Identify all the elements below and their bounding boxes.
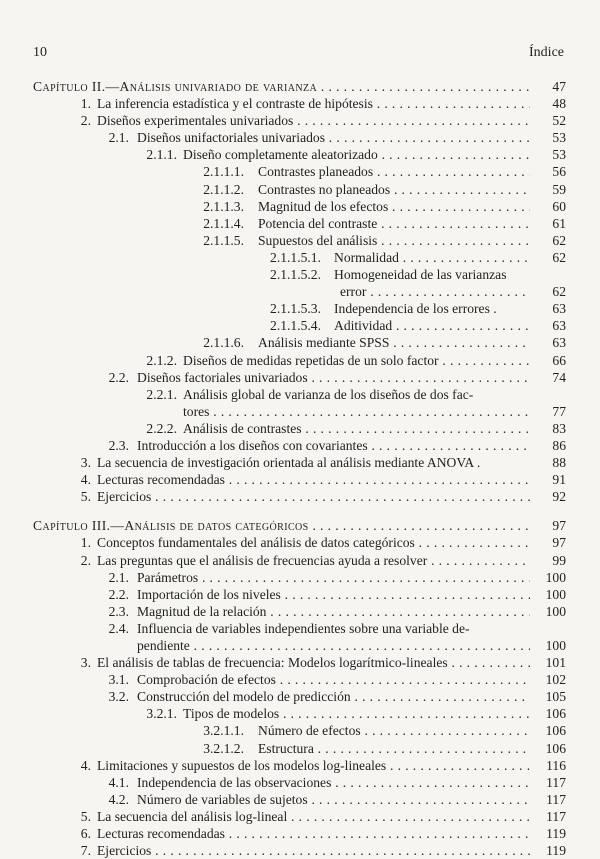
toc-entry-number: 2. — [80, 552, 91, 568]
toc-entry[interactable] — [33, 740, 566, 757]
toc-entry-page: 99 — [552, 552, 566, 568]
toc-entry-title: Limitaciones y supuestos de los modelos log-lineales . . . — [97, 757, 530, 774]
toc-entry-page: 77 — [552, 403, 566, 419]
toc-entry-page: 117 — [546, 774, 566, 790]
toc-entry[interactable] — [33, 129, 566, 146]
toc-entry[interactable] — [33, 825, 566, 842]
toc-entry-title: Ejercicios . . . — [97, 488, 530, 505]
toc-entry-page: 100 — [545, 569, 566, 585]
toc-entry-number: 3. — [80, 655, 91, 671]
toc-entry[interactable] — [33, 586, 566, 603]
toc-entry[interactable] — [33, 198, 566, 215]
toc-entry-number: 3.2.1. — [146, 706, 177, 722]
toc-entry-page: 117 — [546, 808, 566, 824]
toc-entry-number: 2. — [80, 113, 91, 129]
toc-entry[interactable] — [33, 688, 566, 705]
toc-entry[interactable] — [33, 808, 566, 825]
toc-entry[interactable] — [33, 534, 566, 551]
toc-entry-number: 4. — [80, 757, 91, 773]
toc-entry-page: 62 — [552, 284, 566, 300]
toc-entry-page: 53 — [552, 130, 566, 146]
table-of-contents — [33, 78, 566, 859]
toc-entry-page: 100 — [545, 603, 566, 619]
toc-entry-title: Las preguntas que el análisis de frecuencias ayuda a resolver . . . — [97, 552, 530, 569]
toc-entry[interactable] — [33, 249, 566, 266]
toc-entry-title: Análisis mediante SPSS . . . — [258, 334, 530, 351]
page-number: 10 — [33, 45, 47, 60]
toc-entry[interactable] — [33, 215, 566, 232]
toc-entry-title: Parámetros . . . — [137, 569, 530, 586]
toc-entry-number: 2.1.2. — [146, 352, 177, 368]
toc-entry-number: 2.3. — [108, 437, 129, 453]
toc-entry-page: 106 — [545, 706, 566, 722]
toc-entry-number: 4.1. — [108, 774, 129, 790]
toc-entry[interactable] — [33, 266, 566, 283]
toc-entry-page: 48 — [552, 96, 566, 112]
toc-entry-title: Introducción a los diseños con covariantes . . . — [137, 437, 530, 454]
toc-entry-number: 3. — [80, 455, 91, 471]
toc-entry-page: 106 — [545, 723, 566, 739]
toc-entry-title: Conceptos fundamentales del análisis de datos categóricos . . . — [97, 534, 530, 551]
toc-entry-title: Contrastes no planeados . . . — [258, 181, 530, 198]
toc-entry-page: 60 — [552, 198, 566, 214]
toc-entry-page: 53 — [552, 147, 566, 163]
toc-entry-page: 117 — [546, 791, 566, 807]
toc-entry-number: 2.1. — [108, 130, 129, 146]
toc-entry[interactable] — [33, 334, 566, 351]
toc-entry-number: 2.1.1.5.2. — [270, 267, 321, 283]
toc-entry[interactable] — [33, 722, 566, 739]
toc-entry[interactable] — [33, 437, 566, 454]
toc-entry-page: 86 — [552, 437, 566, 453]
toc-entry-title: Magnitud de los efectos . . . — [258, 198, 530, 215]
toc-entry-title: Análisis global de varianza de los diseños de dos fac- — [183, 386, 474, 402]
toc-entry[interactable] — [33, 842, 566, 859]
toc-entry-number: 2.1.1.6. — [203, 335, 244, 351]
toc-entry[interactable] — [33, 386, 566, 403]
toc-entry-title: La secuencia del análisis log-lineal . . . — [97, 808, 530, 825]
toc-entry[interactable] — [33, 671, 566, 688]
toc-entry-title: Capítulo II.—Análisis univariado de varianza . . . — [33, 78, 530, 95]
toc-entry-page: 100 — [545, 586, 566, 602]
toc-entry[interactable] — [33, 620, 566, 637]
toc-entry-title: Tipos de modelos . . . — [183, 705, 530, 722]
toc-entry-page: 105 — [545, 689, 566, 705]
toc-entry-title: Capítulo III.—Análisis de datos categóricos . . . — [33, 517, 530, 534]
toc-entry-page: 91 — [552, 472, 566, 488]
toc-entry-number: 2.1.1.1. — [203, 164, 244, 180]
toc-entry-page: 63 — [552, 318, 566, 334]
toc-entry-number: 2.4. — [108, 620, 129, 636]
toc-entry-number: 5. — [80, 489, 91, 505]
toc-entry[interactable] — [33, 163, 566, 180]
toc-entry-page: 102 — [545, 672, 566, 688]
toc-entry-title: La inferencia estadística y el contraste de hipótesis . . . — [97, 95, 530, 112]
toc-entry-number: 2.1.1.5.1. — [270, 249, 321, 265]
toc-entry-title: Aditividad . . . — [334, 317, 530, 334]
toc-entry-title: Potencia del contraste . . . — [258, 215, 530, 232]
toc-entry-title: Lecturas recomendadas . . . — [97, 471, 530, 488]
toc-entry-page: 116 — [546, 757, 566, 773]
toc-entry[interactable] — [33, 488, 566, 505]
running-header — [33, 45, 564, 65]
toc-entry-page: 88 — [552, 455, 566, 471]
toc-entry-number: 3.2.1.1. — [203, 723, 244, 739]
toc-entry-number: 2.1.1.5.3. — [270, 301, 321, 317]
toc-entry-number: 2.1.1.4. — [203, 215, 244, 231]
toc-entry-number: 3.1. — [108, 672, 129, 688]
toc-entry[interactable] — [33, 112, 566, 129]
toc-entry-title: La secuencia de investigación orientada al análisis mediante ANOVA . — [97, 455, 481, 471]
toc-entry-number: 6. — [80, 826, 91, 842]
toc-entry-title: El análisis de tablas de frecuencia: Modelos logarítmico-lineales . . . — [97, 654, 530, 671]
toc-entry-number: 3.2.1.2. — [203, 740, 244, 756]
toc-entry-title: Análisis de contrastes . . . — [183, 420, 530, 437]
toc-entry-title: Diseños unifactoriales univariados . . . — [137, 129, 530, 146]
toc-entry-number: 5. — [80, 808, 91, 824]
toc-entry[interactable] — [33, 283, 566, 300]
toc-entry-page: 97 — [552, 518, 566, 534]
toc-entry-number: 2.1. — [108, 569, 129, 585]
toc-entry-page: 74 — [552, 369, 566, 385]
toc-entry-title: Independencia de los errores . — [334, 301, 497, 317]
toc-entry-page: 61 — [552, 215, 566, 231]
toc-entry[interactable] — [33, 95, 566, 112]
toc-entry-number: 2.2.2. — [146, 420, 177, 436]
toc-entry-title: error . . . — [340, 283, 530, 300]
toc-entry[interactable] — [33, 369, 566, 386]
toc-entry-page: 106 — [545, 740, 566, 756]
toc-entry-title: Ejercicios . . . — [97, 842, 530, 859]
toc-entry[interactable] — [33, 352, 566, 369]
toc-entry-page: 56 — [552, 164, 566, 180]
toc-entry-number: 4.2. — [108, 791, 129, 807]
toc-entry-page: 101 — [545, 655, 566, 671]
toc-entry-title: Estructura . . . — [258, 740, 530, 757]
toc-entry-title: Número de variables de sujetos . . . — [137, 791, 530, 808]
toc-entry[interactable] — [33, 181, 566, 198]
toc-entry-page: 59 — [552, 181, 566, 197]
toc-entry-number: 2.1.1. — [146, 147, 177, 163]
toc-entry-page: 62 — [552, 232, 566, 248]
toc-entry-page: 47 — [552, 79, 566, 94]
toc-entry-number: 1. — [80, 96, 91, 112]
toc-entry-title: Construcción del modelo de predicción . . . — [137, 688, 530, 705]
toc-entry-number: 2.1.1.3. — [203, 198, 244, 214]
toc-entry-title: Número de efectos . . . — [258, 722, 530, 739]
toc-entry[interactable] — [33, 300, 566, 317]
chapter-gap — [33, 505, 566, 517]
toc-entry-number: 2.1.1.5.4. — [270, 318, 321, 334]
toc-entry-title: Contrastes planeados . . . — [258, 163, 530, 180]
toc-entry[interactable] — [33, 420, 566, 437]
toc-entry-page: 83 — [552, 420, 566, 436]
toc-entry-title: pendiente . . . — [137, 637, 530, 654]
toc-entry[interactable] — [33, 654, 566, 671]
toc-entry-page: 63 — [552, 301, 566, 317]
toc-entry[interactable] — [33, 454, 566, 471]
toc-chapter-entry[interactable] — [33, 78, 566, 95]
toc-entry[interactable] — [33, 146, 566, 163]
running-title: Índice — [529, 45, 564, 60]
toc-entry-number: 4. — [80, 472, 91, 488]
toc-entry-title: Homogeneidad de las varianzas — [334, 267, 507, 283]
toc-entry[interactable] — [33, 471, 566, 488]
toc-entry-page: 119 — [546, 843, 566, 859]
toc-entry[interactable] — [33, 774, 566, 791]
toc-chapter-entry[interactable] — [33, 517, 566, 534]
toc-entry-title: Independencia de las observaciones . . . — [137, 774, 530, 791]
toc-entry[interactable] — [33, 317, 566, 334]
toc-entry-page: 66 — [552, 352, 566, 368]
toc-entry[interactable] — [33, 603, 566, 620]
toc-entry-title: Importación de los niveles . . . — [137, 586, 530, 603]
toc-entry-number: 1. — [80, 535, 91, 551]
toc-entry-number: 2.2.1. — [146, 386, 177, 402]
toc-entry-number: 2.2. — [108, 586, 129, 602]
toc-entry-page: 119 — [546, 826, 566, 842]
toc-entry-number: 2.2. — [108, 369, 129, 385]
toc-entry-number: 3.2. — [108, 689, 129, 705]
toc-entry-page: 92 — [552, 489, 566, 505]
toc-entry-title: Normalidad . . . — [334, 249, 530, 266]
toc-entry-page: 97 — [552, 535, 566, 551]
toc-entry[interactable] — [33, 552, 566, 569]
toc-entry-number: 2.1.1.5. — [203, 232, 244, 248]
toc-entry-title: Comprobación de efectos . . . — [137, 671, 530, 688]
toc-entry-title: Diseños factoriales univariados . . . — [137, 369, 530, 386]
toc-entry-title: Diseños experimentales univariados . . . — [97, 112, 530, 129]
toc-entry-title: Lecturas recomendadas . . . — [97, 825, 530, 842]
toc-entry[interactable] — [33, 569, 566, 586]
toc-entry-number: 7. — [80, 843, 91, 859]
toc-entry-title: Supuestos del análisis . . . — [258, 232, 530, 249]
toc-entry-page: 63 — [552, 335, 566, 351]
toc-entry-title: Diseños de medidas repetidas de un solo factor . . . — [183, 352, 530, 369]
toc-entry[interactable] — [33, 791, 566, 808]
toc-entry-page: 52 — [552, 113, 566, 129]
toc-entry-page: 100 — [545, 638, 566, 653]
toc-entry-number: 2.3. — [108, 603, 129, 619]
toc-entry-page: 62 — [552, 249, 566, 265]
toc-entry[interactable] — [33, 403, 566, 420]
toc-entry-number: 2.1.1.2. — [203, 181, 244, 197]
toc-entry[interactable] — [33, 232, 566, 249]
toc-entry-title: tores . . . — [183, 403, 530, 420]
toc-entry-title: Diseño completamente aleatorizado . . . — [183, 146, 530, 163]
toc-entry[interactable] — [33, 637, 566, 654]
toc-entry[interactable] — [33, 705, 566, 722]
toc-entry-title: Magnitud de la relación . . . — [137, 603, 530, 620]
toc-entry[interactable] — [33, 757, 566, 774]
toc-entry-title: Influencia de variables independientes sobre una variable de- — [137, 620, 470, 636]
